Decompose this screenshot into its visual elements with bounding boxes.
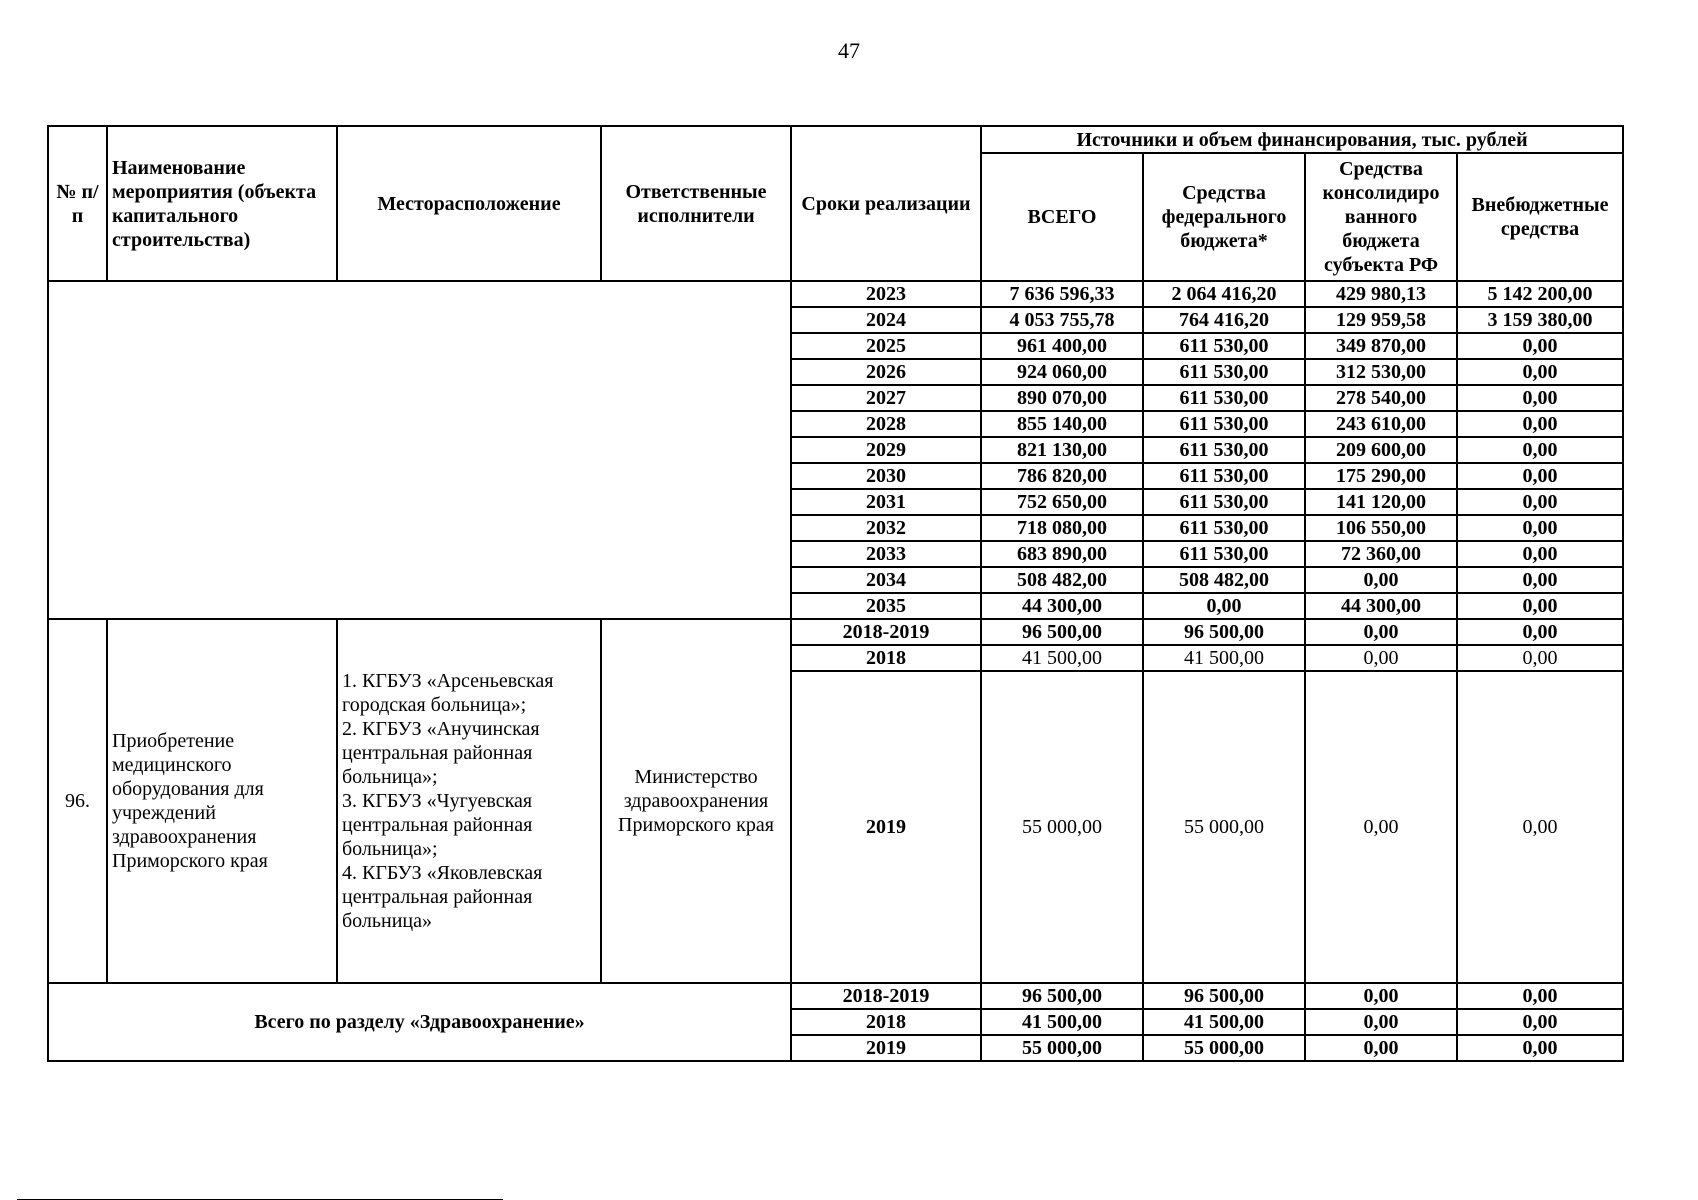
- cell-extra: 5 142 200,00: [1457, 281, 1623, 307]
- cell-total: 821 130,00: [981, 437, 1143, 463]
- cell-federal: 611 530,00: [1143, 541, 1305, 567]
- header-funding-group: Источники и объем финансирования, тыс. рублей: [981, 126, 1623, 153]
- cell-federal: 96 500,00: [1143, 619, 1305, 645]
- cell-extra: 0,00: [1457, 593, 1623, 619]
- cell-regional: 349 870,00: [1305, 333, 1457, 359]
- cell-regional: 0,00: [1305, 619, 1457, 645]
- cell-regional: 0,00: [1305, 567, 1457, 593]
- cell-regional: 243 610,00: [1305, 411, 1457, 437]
- cell-federal: 41 500,00: [1143, 645, 1305, 671]
- cell-extra: 0,00: [1457, 411, 1623, 437]
- cell-extra: 0,00: [1457, 385, 1623, 411]
- cell-regional: 175 290,00: [1305, 463, 1457, 489]
- cell-year: 2029: [791, 437, 981, 463]
- item-location: [337, 619, 601, 983]
- cell-extra: 0,00: [1457, 463, 1623, 489]
- item-responsible: Министерство здравоохранения Приморского края: [601, 619, 791, 983]
- cell-federal: 55 000,00: [1143, 1035, 1305, 1061]
- cell-year: 2031: [791, 489, 981, 515]
- cell-total: 752 650,00: [981, 489, 1143, 515]
- cell-regional: 0,00: [1305, 1009, 1457, 1035]
- cell-regional: 429 980,13: [1305, 281, 1457, 307]
- cell-year: 2033: [791, 541, 981, 567]
- cell-regional: 72 360,00: [1305, 541, 1457, 567]
- cell-regional: 0,00: [1305, 645, 1457, 671]
- cell-federal: 611 530,00: [1143, 515, 1305, 541]
- cell-extra: 0,00: [1457, 437, 1623, 463]
- header-total: ВСЕГО: [981, 153, 1143, 281]
- cell-total: 786 820,00: [981, 463, 1143, 489]
- cell-total: 4 053 755,78: [981, 307, 1143, 333]
- cell-year: 2025: [791, 333, 981, 359]
- cell-regional: 278 540,00: [1305, 385, 1457, 411]
- cell-year: 2030: [791, 463, 981, 489]
- cell-extra: 0,00: [1457, 489, 1623, 515]
- table-row: [48, 619, 1623, 645]
- cell-regional: 0,00: [1305, 1035, 1457, 1061]
- cell-year: 2035: [791, 593, 981, 619]
- cell-extra: 0,00: [1457, 1009, 1623, 1035]
- cell-total: 683 890,00: [981, 541, 1143, 567]
- cell-federal: 508 482,00: [1143, 567, 1305, 593]
- cell-year: 2024: [791, 307, 981, 333]
- cell-year: 2018-2019: [791, 619, 981, 645]
- cell-extra: 0,00: [1457, 515, 1623, 541]
- cell-total: 55 000,00: [981, 671, 1143, 983]
- cell-total: 7 636 596,33: [981, 281, 1143, 307]
- cell-federal: 55 000,00: [1143, 671, 1305, 983]
- cell-federal: 2 064 416,20: [1143, 281, 1305, 307]
- cell-year: 2027: [791, 385, 981, 411]
- header-regional: Средства консолидиро ванного бюджета субъекта РФ: [1305, 153, 1457, 281]
- cell-federal: 611 530,00: [1143, 385, 1305, 411]
- item-number: 96.: [48, 619, 107, 983]
- header-responsible: Ответственные исполнители: [601, 126, 791, 281]
- empty-merged-cell: [48, 281, 791, 619]
- cell-federal: 96 500,00: [1143, 983, 1305, 1009]
- header-federal: Средства федерального бюджета*: [1143, 153, 1305, 281]
- cell-year: 2032: [791, 515, 981, 541]
- page-number: 47: [838, 38, 860, 63]
- cell-extra: 3 159 380,00: [1457, 307, 1623, 333]
- cell-total: 855 140,00: [981, 411, 1143, 437]
- cell-year: 2019: [791, 1035, 981, 1061]
- cell-regional: 44 300,00: [1305, 593, 1457, 619]
- item-name: Приобретение медицинского оборудования для учреждений здравоохранения Приморского края: [107, 619, 337, 983]
- cell-federal: 0,00: [1143, 593, 1305, 619]
- table-row: [48, 983, 1623, 1009]
- cell-extra: 0,00: [1457, 541, 1623, 567]
- header-location: Месторасположение: [337, 126, 601, 281]
- cell-year: 2026: [791, 359, 981, 385]
- cell-federal: 611 530,00: [1143, 463, 1305, 489]
- header-name: Наименование мероприятия (объекта капитального строительства): [107, 126, 337, 281]
- header-terms: Сроки реализации: [791, 126, 981, 281]
- location-line: 4. КГБУЗ «Яковлевская центральная районная больница»: [342, 862, 543, 932]
- cell-total: 96 500,00: [981, 983, 1143, 1009]
- cell-year: 2018-2019: [791, 983, 981, 1009]
- cell-total: 890 070,00: [981, 385, 1143, 411]
- cell-extra: 0,00: [1457, 983, 1623, 1009]
- cell-federal: 611 530,00: [1143, 333, 1305, 359]
- cell-year: 2023: [791, 281, 981, 307]
- header-num: № п/п: [48, 126, 107, 281]
- header-extra: Внебюджетные средства: [1457, 153, 1623, 281]
- location-line: 2. КГБУЗ «Анучинская центральная районная больница»;: [342, 718, 540, 788]
- cell-extra: 0,00: [1457, 671, 1623, 983]
- cell-regional: 0,00: [1305, 671, 1457, 983]
- cell-year: 2018: [791, 1009, 981, 1035]
- cell-federal: 611 530,00: [1143, 359, 1305, 385]
- cell-federal: 611 530,00: [1143, 437, 1305, 463]
- cell-extra: 0,00: [1457, 333, 1623, 359]
- cell-regional: 141 120,00: [1305, 489, 1457, 515]
- cell-year: 2018: [791, 645, 981, 671]
- cell-year: 2019: [791, 671, 981, 983]
- cell-total: 96 500,00: [981, 619, 1143, 645]
- cell-regional: 312 530,00: [1305, 359, 1457, 385]
- location-line: 1. КГБУЗ «Арсеньевская городская больница»;: [342, 670, 554, 716]
- cell-total: 41 500,00: [981, 1009, 1143, 1035]
- cell-extra: 0,00: [1457, 567, 1623, 593]
- cell-extra: 0,00: [1457, 619, 1623, 645]
- cell-total: 44 300,00: [981, 593, 1143, 619]
- cell-extra: 0,00: [1457, 359, 1623, 385]
- cell-regional: 0,00: [1305, 983, 1457, 1009]
- cell-regional: 129 959,58: [1305, 307, 1457, 333]
- section-total-label: Всего по разделу «Здравоохранение»: [48, 983, 791, 1061]
- table-row: [48, 281, 1623, 307]
- cell-extra: 0,00: [1457, 1035, 1623, 1061]
- cell-total: 55 000,00: [981, 1035, 1143, 1061]
- location-line: 3. КГБУЗ «Чугуевская центральная районная больница»;: [342, 790, 533, 860]
- cell-federal: 41 500,00: [1143, 1009, 1305, 1035]
- cell-extra: 0,00: [1457, 645, 1623, 671]
- cell-total: 924 060,00: [981, 359, 1143, 385]
- cell-total: 961 400,00: [981, 333, 1143, 359]
- cell-total: 718 080,00: [981, 515, 1143, 541]
- cell-federal: 611 530,00: [1143, 489, 1305, 515]
- cell-regional: 209 600,00: [1305, 437, 1457, 463]
- cell-year: 2034: [791, 567, 981, 593]
- cell-total: 41 500,00: [981, 645, 1143, 671]
- cell-regional: 106 550,00: [1305, 515, 1457, 541]
- cell-total: 508 482,00: [981, 567, 1143, 593]
- cell-year: 2028: [791, 411, 981, 437]
- cell-federal: 611 530,00: [1143, 411, 1305, 437]
- funding-table: [47, 125, 1624, 1062]
- cell-federal: 764 416,20: [1143, 307, 1305, 333]
